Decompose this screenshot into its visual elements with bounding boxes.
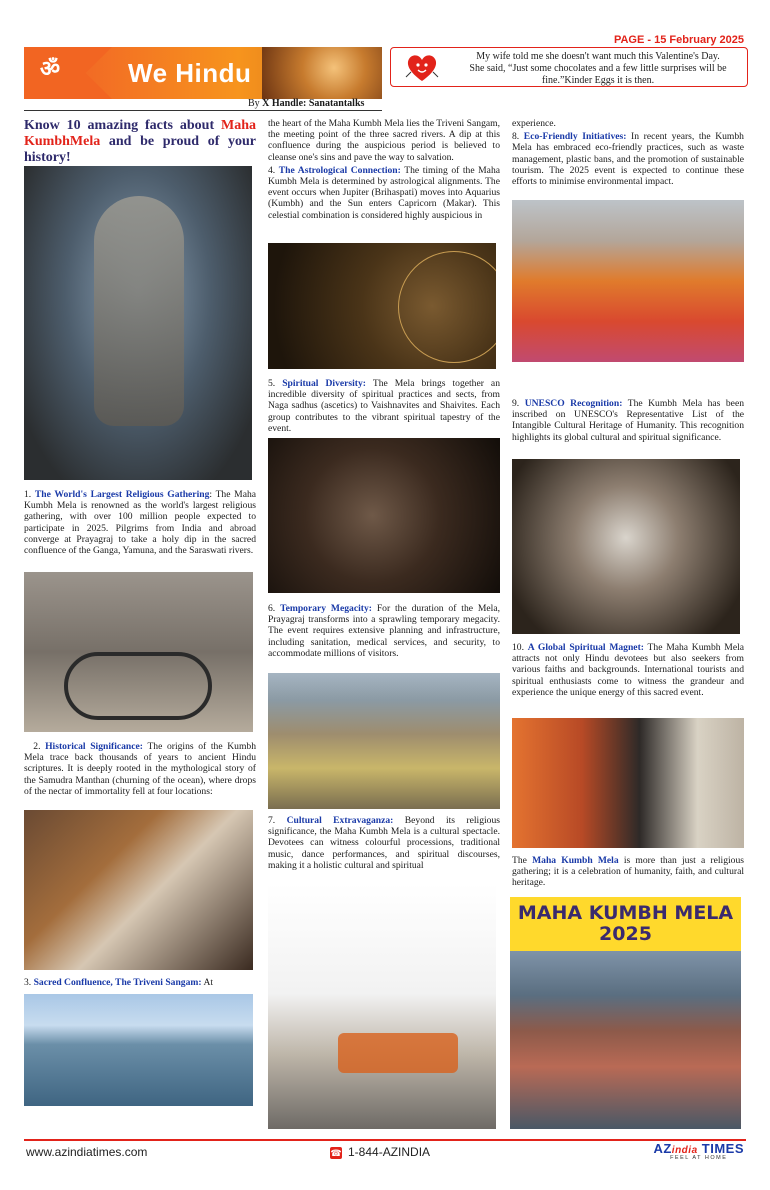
fact-9-title: UNESCO Recognition: (524, 398, 623, 409)
fact-9: 9. UNESCO Recognition: The Kumbh Mela has been inscribed on UNESCO's Representative List of the Intangible Cultural Heritage of Humanity. This recognition highlights its global cultural and spiritual significance. (512, 398, 744, 443)
triveni-sangam-photo (24, 994, 253, 1106)
sadhu-arms-raised-photo (512, 459, 740, 634)
fact-5-title: Spiritual Diversity: (282, 378, 366, 389)
fact-1-title: The World's Largest Religious Gathering (34, 489, 210, 500)
heart-icon (405, 50, 439, 84)
az-india-times-logo: AZindia TIMES FEEL AT HOME (653, 1141, 744, 1161)
fact-3: 3. Sacred Confluence, The Triveni Sangam: At (24, 977, 214, 988)
fact-4-continued: experience. (512, 118, 556, 129)
section-title: We Hindu (128, 58, 252, 88)
fact-5: 5. Spiritual Diversity: The Mela brings together an incredible diversity of spiritual practices and sects, from Naga sadhus (ascetics) to Vaishnavites and Shaivites. Each group contributes to the vibrant spiritual tapestry of the event. (268, 378, 500, 434)
fact-10: 10. A Global Spiritual Magnet: The Maha Kumbh Mela attracts not only Hindu devotees but also seekers from various faiths and backgrounds. International tourists and spiritual enthusiasts come to witness the grandeur and experience the unique energy of this sacred event. (512, 642, 745, 698)
crowd-aerial-photo (510, 951, 741, 1129)
fact-8: 8. Eco-Friendly Initiatives: In recent years, the Kumbh Mela has embraced eco-friendly practices, such as waste management, plastic bans, and the promotion of sustainable tourism. The 2025 event is expected to continue these efforts to minimise environmental impact. (512, 131, 744, 188)
fact-2: 2. Historical Significance: The origins of the Kumbh Mela trace back thousands of years to ancient Hindu scriptures. It is deeply rooted in the mythological story of the Samudra Manthan (churning of the ocean), where drops of the nectar of immortality fell at four locations: (24, 741, 256, 797)
fact-3-continued: the heart of the Maha Kumbh Mela lies the Triveni Sangam, the meeting point of the three sacred rivers. A dip at this confluence during the auspicious period is believed to cleanse one's sins and pave the way to salvation. (268, 118, 500, 163)
sadhu-seated-photo (268, 438, 500, 593)
foreign-visitors-photo (512, 718, 744, 848)
fact-6: 6. Temporary Megacity: For the duration of the Mela, Prayagraj transforms into a sprawling temporary megacity. The event requires extensive planning and infrastructure, including sanitation, medical services, and security, to accommodate millions of visitors. (268, 603, 500, 659)
column-3 (512, 118, 744, 189)
valentine-joke-box (390, 47, 748, 87)
astrology-sadhu-photo (268, 243, 496, 369)
fact-3-title: Sacred Confluence, The Triveni Sangam: (33, 977, 202, 988)
poster-year: 2025 (599, 923, 652, 945)
logo-tagline: FEEL AT HOME (670, 1155, 728, 1161)
fact-8-title: Eco-Friendly Initiatives: (523, 131, 627, 143)
fact-4-title: The Astrological Connection: (278, 164, 401, 176)
footer-phone (330, 1145, 430, 1159)
closing-paragraph: The Maha Kumbh Mela is more than just a religious gathering; it is a celebration of humanity, faith, and cultural heritage. (512, 855, 744, 889)
fact-4: 4. The Astrological Connection: The timing of the Maha Kumbh Mela is determined by astrological alignments. The event occurs when Jupiter (Brihaspati) moves into Aquarius (Kumbh) and the Sun enters Capricorn (Makar). This celestial combination is considered highly auspicious in (268, 164, 501, 221)
poster-header (510, 897, 741, 951)
fact-7-title: Cultural Extravaganza: (286, 815, 394, 826)
procession-photo (268, 883, 496, 1129)
saffron-flag-shape (24, 47, 112, 99)
website-link[interactable]: www.azindiatimes.com (26, 1145, 148, 1159)
phone-icon: ☎ (330, 1148, 342, 1158)
section-banner (24, 47, 382, 99)
sadhu-meditating-photo (24, 166, 252, 480)
poster-title: MAHA KUMBH MELA (517, 902, 734, 924)
fact-2-title: Historical Significance: (45, 741, 143, 752)
article-headline: Know 10 amazing facts about Maha KumbhMela and be proud of your history! (24, 118, 256, 165)
divider (24, 110, 382, 111)
footer-divider (24, 1139, 746, 1141)
byline-author: X Handle: Sanatantalks (262, 98, 365, 109)
fact-10-title: A Global Spiritual Magnet: (527, 642, 644, 653)
column-1 (24, 118, 256, 166)
phone-number: 1-844-AZINDIA (348, 1145, 431, 1159)
closing-highlight: Maha Kumbh Mela (532, 855, 619, 866)
page-number: PAGE - 15 February 2025 (613, 34, 744, 46)
fact-7: 7. Cultural Extravaganza: Beyond its religious significance, the Maha Kumbh Mela is a cultural spectacle. Devotees can witness colourful processions, traditional music, dance performances, and spiritual discourses, making it a holistic cultural and spiritual (268, 815, 500, 871)
tent-city-aerial-photo (268, 673, 500, 809)
valentine-joke-text: My wife told me she doesn't want much this Valentine's Day. She said, “Just some chocolates and a few little surprises will be fine.”Kinder Eggs it is then. (469, 51, 727, 86)
maha-kumbh-poster (510, 897, 741, 1129)
deity-image (262, 47, 382, 99)
sadhu-on-bicycle-photo (24, 572, 253, 732)
byline: By X Handle: Sanatantalks (248, 98, 365, 109)
saffron-devotees-photo (512, 200, 744, 362)
fact-1: 1. The World's Largest Religious Gathering: The Maha Kumbh Mela is renowned as the world's largest religious gathering, with over 100 million people expected to participate in 2025. Pilgrims from India and abroad converge at Prayagraj to take a holy dip in the sacred confluence of the Ganga, Yamuna, and the Saraswati rivers. (24, 489, 257, 557)
fact-6-title: Temporary Megacity: (280, 603, 372, 614)
column-2 (268, 118, 500, 223)
naga-sadhus-photo (24, 810, 253, 970)
om-icon: ॐ (40, 57, 61, 82)
